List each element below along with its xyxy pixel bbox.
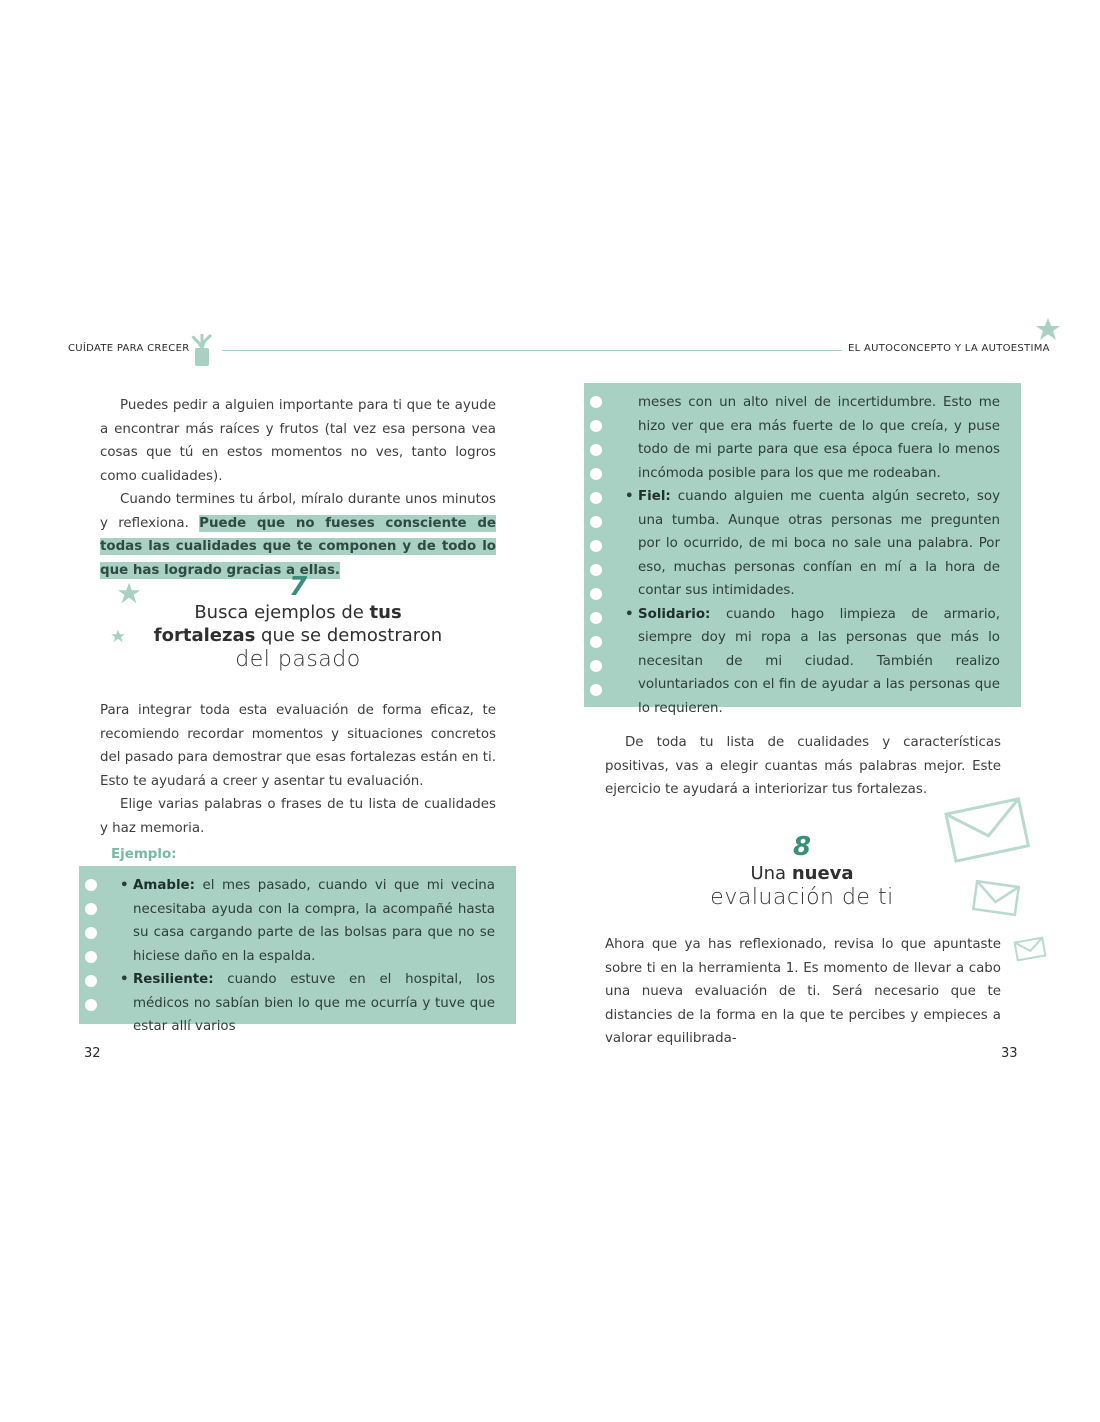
ring [85, 999, 97, 1011]
list-item-continuation: meses con un alto nivel de incertidumbre. Esto me hizo ver que era más fuerte de lo que creía, y puse todo de mi parte para que esa época fuera lo menos incómoda posible para los que me rodeaban. [638, 395, 1000, 481]
page-number-left: 32 [84, 1046, 101, 1061]
envelope-icon [942, 792, 1032, 866]
ring [590, 444, 602, 456]
example-label: Ejemplo: [111, 847, 177, 862]
section-title-line-3: del pasado [235, 647, 361, 672]
section-7-heading [140, 572, 456, 672]
running-head-left: CUÍDATE PARA CRECER [68, 343, 190, 354]
star-icon [116, 580, 142, 606]
right-body-1 [605, 731, 1001, 802]
item-label: Solidario: [638, 606, 711, 622]
item-text: cuando estuve en el hospital, los médicos no sabían bien lo que me ocurría y tuve que estar allí varios [133, 972, 495, 1034]
item-label: Amable: [133, 878, 195, 893]
left-intro [100, 394, 496, 582]
title-bold: nueva [791, 863, 854, 884]
title-bold: fortalezas [153, 625, 256, 646]
list-item: • Fiel: cuando alguien me cuenta algún secreto, soy una tumba. Aunque otras personas me pregunten por lo ocurrido, de mi boca no sale una palabra. Por eso, muchas personas confían en mí a la hora de contar sus intimidades. [625, 489, 1000, 598]
example-list [120, 874, 495, 1039]
example-box-left [79, 866, 516, 1034]
star-icon [1034, 316, 1062, 342]
title-bold: tus [369, 602, 402, 623]
ring [85, 879, 97, 891]
running-head-right: EL AUTOCONCEPTO Y LA AUTOESTIMA [848, 343, 1050, 354]
ring [85, 951, 97, 963]
ring [590, 684, 602, 696]
ring [590, 660, 602, 672]
section-number: 8 [792, 832, 812, 862]
title-text: Busca ejemplos de [194, 602, 370, 623]
section-number: 7 [288, 572, 308, 602]
section-title-line-2 [140, 624, 456, 648]
title-text: Una [750, 863, 792, 884]
intro-paragraph-2 [100, 488, 496, 582]
header-rule [222, 350, 842, 351]
left-body [100, 699, 496, 840]
intro-paragraph-1: Puedes pedir a alguien importante para ti que te ayude a encontrar más raíces y frutos (tal vez esa persona vea cosas que tú en estos momentos no ves, tanto logros como cualidades). [100, 398, 496, 484]
body-paragraph-4: Ahora que ya has reflexionado, revisa lo que apuntaste sobre ti en la herramienta 1. Es momento de llevar a cabo una nueva evaluación de ti. Será necesario que te distancies de la forma en la que te percibes y empieces a valorar equilibrada- [605, 937, 1001, 1046]
ring [590, 396, 602, 408]
ring [590, 564, 602, 576]
envelope-icon [1012, 934, 1048, 964]
ring [590, 468, 602, 480]
item-text: el mes pasado, cuando vi que mi vecina necesitaba ayuda con la compra, la acompañé hasta su casa cargando parte de las bolsas para que no se hiciese daño en la espalda. [133, 878, 495, 964]
right-body-2 [605, 933, 1001, 1051]
list-item: • Amable: el mes pasado, cuando vi que mi vecina necesitaba ayuda con la compra, la acompañé hasta su casa cargando parte de las bolsas para que no se hiciese daño en la espalda. [120, 878, 495, 964]
ring [590, 588, 602, 600]
item-text: cuando alguien me cuenta algún secreto, soy una tumba. Aunque otras personas me pregunten por lo ocurrido, de mi boca no sale una palabra. Por eso, muchas personas confían en mí a la hora de contar sus intimidades. [638, 489, 1000, 598]
envelope-icon [970, 878, 1022, 918]
item-label: Fiel: [638, 489, 671, 504]
ring [590, 492, 602, 504]
intro-plain-text: Cuando termines tu árbol, míralo durante unos minutos y reflexiona. [100, 492, 496, 531]
list-item: • Resiliente: cuando estuve en el hospital, los médicos no sabían bien lo que me ocurría y tuve que estar allí varios [120, 972, 495, 1034]
ring [590, 420, 602, 432]
ring [85, 975, 97, 987]
list-item: • Solidario: cuando hago limpieza de armario, siempre doy mi ropa a las personas que más lo necesitan de mi ciudad. También realizo voluntariados con el fin de ayudar a las personas que lo requieren. [625, 606, 1000, 716]
ring [590, 540, 602, 552]
page-number-right: 33 [1001, 1046, 1018, 1061]
section-title-line-1 [660, 862, 944, 886]
star-icon [110, 628, 126, 644]
item-text: cuando hago limpieza de armario, siempre doy mi ropa a las personas que más lo necesitan de mi ciudad. También realizo voluntariados con el fin de ayudar a las personas que lo requieren. [638, 606, 1000, 716]
section-8-heading [660, 832, 944, 910]
example-list-continued [625, 391, 1000, 720]
section-title-line-2: evaluación de ti [710, 885, 894, 910]
title-text: que se demostraron [255, 625, 443, 646]
intro-highlight: Puede que no fueses consciente de todas las cualidades que te componen y de todo lo que has logrado gracias a ellas. [100, 515, 496, 578]
example-box-right [584, 383, 1021, 716]
potted-plant-icon [190, 330, 214, 368]
section-title-line-1 [140, 602, 456, 624]
body-paragraph-2: Elige varias palabras o frases de tu lista de cualidades y haz memoria. [100, 797, 496, 836]
body-paragraph-1: Para integrar toda esta evaluación de forma eficaz, te recomiendo recordar momentos y situaciones concretos del pasado para demostrar que esas fortalezas están en ti. Esto te ayudará a creer y asentar tu evaluación. [100, 703, 496, 789]
ring [85, 903, 97, 915]
ring [590, 516, 602, 528]
body-paragraph-3: De toda tu lista de cualidades y características positivas, vas a elegir cuantas más palabras mejor. Este ejercicio te ayudará a interiorizar tus fortalezas. [605, 735, 1001, 797]
ring [590, 612, 602, 624]
ring [590, 636, 602, 648]
ring [85, 927, 97, 939]
item-label: Resiliente: [133, 972, 214, 987]
